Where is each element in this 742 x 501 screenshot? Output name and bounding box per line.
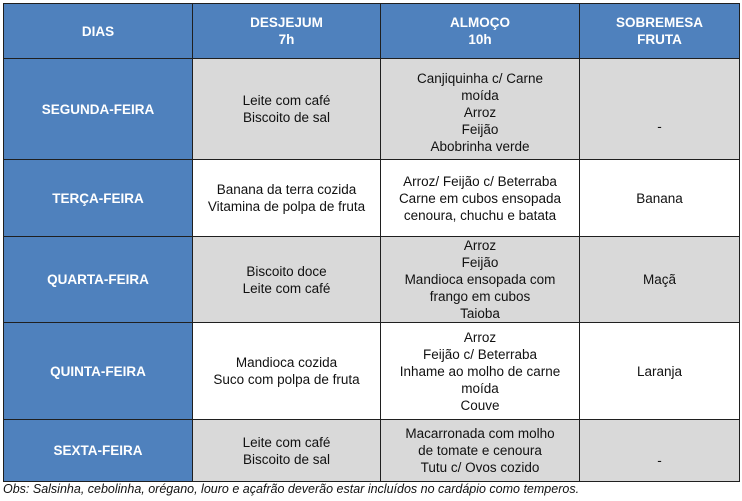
table-row (4, 420, 740, 482)
desjejum-cell: Banana da terra cozida Vitamina de polpa de fruta (193, 160, 381, 237)
almoco-cell: Arroz/ Feijão c/ Beterraba Carne em cubos ensopada cenoura, chuchu e batata (381, 160, 580, 237)
table-row (4, 160, 740, 237)
day-cell: SEGUNDA-FEIRA (4, 59, 193, 160)
table-row (4, 237, 740, 323)
header-desjejum: DESJEJUM 7h (193, 4, 381, 59)
header-dias: DIAS (4, 4, 193, 59)
table-row (4, 59, 740, 160)
sobremesa-cell: Maçã (580, 237, 740, 323)
desjejum-cell: Mandioca cozida Suco com polpa de fruta (193, 323, 381, 420)
desjejum-cell: Leite com café Biscoito de sal (193, 59, 381, 160)
menu-table (3, 3, 740, 482)
sobremesa-cell: - (580, 59, 740, 160)
header-row (4, 4, 740, 59)
table-row (4, 323, 740, 420)
almoco-cell: Canjiquinha c/ Carne moída Arroz Feijão Abobrinha verde (381, 59, 580, 160)
desjejum-cell: Biscoito doce Leite com café (193, 237, 381, 323)
sobremesa-cell: - (580, 420, 740, 482)
day-cell: TERÇA-FEIRA (4, 160, 193, 237)
sobremesa-cell: Laranja (580, 323, 740, 420)
desjejum-cell: Leite com café Biscoito de sal (193, 420, 381, 482)
header-almoco: ALMOÇO 10h (381, 4, 580, 59)
almoco-cell: Arroz Feijão Mandioca ensopada com frango em cubos Taioba (381, 237, 580, 323)
almoco-cell: Macarronada com molho de tomate e cenoura Tutu c/ Ovos cozido (381, 420, 580, 482)
almoco-cell: Arroz Feijão c/ Beterraba Inhame ao molho de carne moída Couve (381, 323, 580, 420)
day-cell: QUINTA-FEIRA (4, 323, 193, 420)
header-sobremesa: SOBREMESA FRUTA (580, 4, 740, 59)
day-cell: QUARTA-FEIRA (4, 237, 193, 323)
sobremesa-cell: Banana (580, 160, 740, 237)
footnote: Obs: Salsinha, cebolinha, orégano, louro e açafrão deverão estar incluídos no cardápio como temperos. (3, 482, 580, 496)
day-cell: SEXTA-FEIRA (4, 420, 193, 482)
